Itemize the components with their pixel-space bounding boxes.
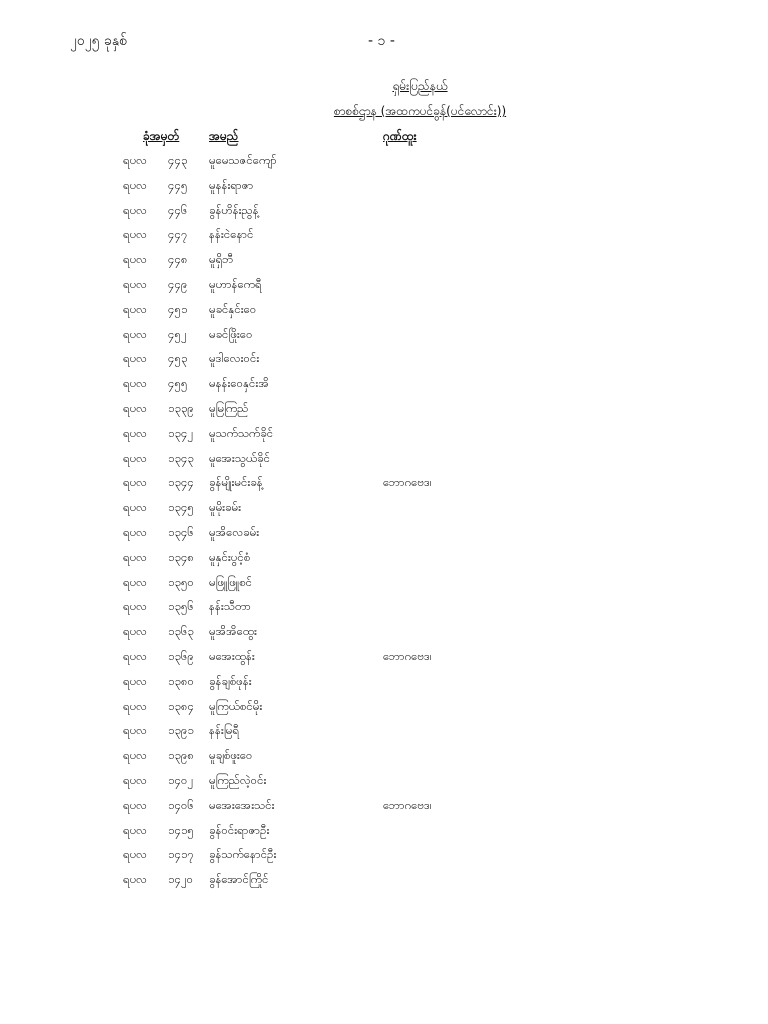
- result-row: [0, 325, 768, 350]
- result-row: [0, 821, 768, 846]
- result-row: [0, 573, 768, 598]
- reg-prefix: ရပလ: [123, 326, 147, 341]
- reg-prefix: ရပလ: [123, 252, 147, 267]
- reg-number: ၁၄၁၅: [168, 822, 194, 837]
- student-name: မူအိအိထွေး: [209, 624, 257, 639]
- reg-number: ၄၄၅: [168, 177, 188, 192]
- reg-prefix: ရပလ: [123, 698, 147, 713]
- result-row: [0, 721, 768, 746]
- title-state: ရှမ်းပြည်နယ်: [392, 79, 448, 93]
- student-name: မူမိုးခမ်း: [209, 500, 242, 515]
- reg-number: ၁၃၄၄: [168, 475, 194, 490]
- reg-prefix: ရပလ: [123, 599, 147, 614]
- reg-prefix: ရပလ: [123, 549, 147, 564]
- reg-number: ၄၄၈: [168, 252, 188, 267]
- student-name: မူချစ်ဖူးဝေ: [209, 748, 253, 763]
- results-list: [0, 151, 768, 895]
- reg-number: ၄၅၁: [168, 301, 188, 316]
- column-header-remark: ဂုဏ်ထူး: [383, 129, 417, 143]
- reg-number: ၁၃၉၈: [168, 748, 194, 763]
- student-name: နန်းငဲနောင်: [209, 227, 254, 242]
- student-name: မူနန်းရာဇာ: [209, 177, 254, 192]
- reg-number: ၁၃၄၈: [168, 549, 194, 564]
- distinction: ဘောဂဗေဒ၊: [383, 797, 432, 812]
- student-name: မူကြည်လဲ့ဝင်း: [209, 772, 267, 787]
- reg-number: ၁၃၄၅: [168, 500, 194, 515]
- reg-prefix: ရပလ: [123, 376, 147, 391]
- student-name: မူဒါလေးဝင်း: [209, 351, 260, 366]
- reg-prefix: ရပလ: [123, 797, 147, 812]
- result-row: [0, 548, 768, 573]
- result-row: [0, 374, 768, 399]
- student-name: မအေးထွန်း: [209, 648, 255, 663]
- result-row: [0, 349, 768, 374]
- reg-prefix: ရပလ: [123, 153, 147, 167]
- reg-prefix: ရပလ: [123, 574, 147, 589]
- student-name: မနန်းဝေနှင်းအိ: [209, 376, 269, 391]
- reg-number: ၁၄၂၀: [168, 872, 194, 887]
- student-name: မူဟာန်ကေရီ: [209, 276, 262, 291]
- reg-prefix: ရပလ: [123, 425, 147, 440]
- result-row: [0, 201, 768, 226]
- reg-number: ၁၄၀၆: [168, 797, 194, 812]
- reg-number: ၁၃၈၀: [168, 673, 194, 688]
- result-row: [0, 622, 768, 647]
- reg-prefix: ရပလ: [123, 524, 147, 539]
- result-row: [0, 151, 768, 176]
- reg-number: ၄၅၅: [168, 376, 188, 391]
- student-name: မအေးအေးသင်း: [209, 797, 275, 812]
- reg-prefix: ရပလ: [123, 301, 147, 316]
- reg-number: ၁၃၉၁: [168, 723, 194, 738]
- result-row: [0, 647, 768, 672]
- reg-number: ၄၄၆: [168, 202, 188, 217]
- reg-prefix: ရပလ: [123, 847, 147, 862]
- reg-prefix: ရပလ: [123, 772, 147, 787]
- reg-prefix: ရပလ: [123, 450, 147, 465]
- reg-prefix: ရပလ: [123, 351, 147, 366]
- reg-prefix: ရပလ: [123, 748, 147, 763]
- result-row: [0, 424, 768, 449]
- result-row: [0, 672, 768, 697]
- student-name: မူသက်သက်ခိုင်: [209, 425, 274, 440]
- reg-prefix: ရပလ: [123, 177, 147, 192]
- result-row: [0, 449, 768, 474]
- result-row: [0, 275, 768, 300]
- student-name: နန်းမြရီ: [209, 723, 239, 738]
- result-row: [0, 399, 768, 424]
- result-row: [0, 523, 768, 548]
- reg-prefix: ရပလ: [123, 648, 147, 663]
- column-header-name: အမည်: [209, 129, 239, 143]
- student-name: ခွန်သက်နောင်ဦး: [209, 847, 277, 862]
- result-row: [0, 250, 768, 275]
- student-name: ခွန်ချစ်ဖုန်း: [209, 673, 252, 688]
- student-name: မူနှင်းပွင့်စံ: [209, 549, 251, 564]
- reg-prefix: ရပလ: [123, 227, 147, 242]
- reg-prefix: ရပလ: [123, 723, 147, 738]
- column-header-reg-no: ခုံအမှတ်: [143, 129, 180, 143]
- result-row: [0, 796, 768, 821]
- student-name: မူရှိဘီ: [209, 252, 234, 267]
- reg-prefix: ရပလ: [123, 276, 147, 291]
- result-row: [0, 225, 768, 250]
- result-row: [0, 597, 768, 622]
- reg-number: ၁၃၅၆: [168, 599, 194, 614]
- reg-number: ၄၅၃: [168, 351, 188, 366]
- reg-number: ၄၄၃: [168, 153, 188, 167]
- student-name: မူအိလေခမ်း: [209, 524, 260, 539]
- reg-prefix: ရပလ: [123, 202, 147, 217]
- reg-number: ၁၄၀၂: [168, 772, 194, 787]
- reg-number: ၁၃၄၂: [168, 425, 194, 440]
- student-name: မဖြူဖြူစင်: [209, 574, 253, 589]
- reg-number: ၄၄၉: [168, 276, 188, 291]
- result-row: [0, 746, 768, 771]
- student-name: ခွန်ဟိန်းညွန့်: [209, 202, 259, 217]
- reg-prefix: ရပလ: [123, 872, 147, 887]
- reg-prefix: ရပလ: [123, 400, 147, 415]
- reg-number: ၁၃၃၉: [168, 400, 194, 415]
- reg-number: ၁၃၄၃: [168, 450, 194, 465]
- reg-number: ၁၃၅၀: [168, 574, 194, 589]
- distinction: ဘောဂဗေဒ၊: [383, 648, 432, 663]
- title-exam-center: စာစစ်ဌာန (အထကပင်ခွန်(ပင်လောင်း)): [333, 104, 507, 118]
- student-name: ခွန်ဝင်းရာဇာဦး: [209, 822, 270, 837]
- reg-prefix: ရပလ: [123, 673, 147, 688]
- reg-number: ၁၃၆၉: [168, 648, 194, 663]
- student-name: မူကြယ်စင်မိုး: [209, 698, 263, 713]
- result-row: [0, 771, 768, 796]
- result-row: [0, 697, 768, 722]
- result-row: [0, 300, 768, 325]
- header-year: ၂၀၂၅ ခုနှစ်: [70, 33, 127, 49]
- reg-prefix: ရပလ: [123, 624, 147, 639]
- reg-prefix: ရပလ: [123, 475, 147, 490]
- student-name: ခွန်မျိုးမင်းခန့်: [209, 475, 263, 490]
- reg-prefix: ရပလ: [123, 500, 147, 515]
- student-name: မခင်ဖြိုးဝေ: [209, 326, 253, 341]
- reg-number: ၁၄၁၇: [168, 847, 194, 862]
- result-row: [0, 870, 768, 895]
- reg-number: ၄၅၂: [168, 326, 187, 341]
- result-row: [0, 176, 768, 201]
- reg-prefix: ရပလ: [123, 822, 147, 837]
- student-name: နန်းသီတာ: [209, 599, 251, 614]
- student-name: မူခင်နှင်းဝေ: [209, 301, 257, 316]
- student-name: မူမြကြည်: [209, 400, 249, 415]
- student-name: မူအေးသွယ်ခိုင်: [209, 450, 270, 465]
- student-name: မူမေသဇင်ကျော်: [209, 153, 277, 167]
- reg-number: ၁၃၈၄: [168, 698, 194, 713]
- reg-number: ၁၃၆၃: [168, 624, 194, 639]
- distinction: ဘောဂဗေဒ၊: [383, 475, 432, 490]
- result-row: [0, 498, 768, 523]
- reg-number: ၄၄၇: [168, 227, 188, 242]
- result-row: [0, 845, 768, 870]
- page-number: - ၁ -: [368, 33, 395, 49]
- reg-number: ၁၃၄၆: [168, 524, 194, 539]
- student-name: ခွန်အောင်ကြိုင်: [209, 872, 269, 887]
- result-row: [0, 473, 768, 498]
